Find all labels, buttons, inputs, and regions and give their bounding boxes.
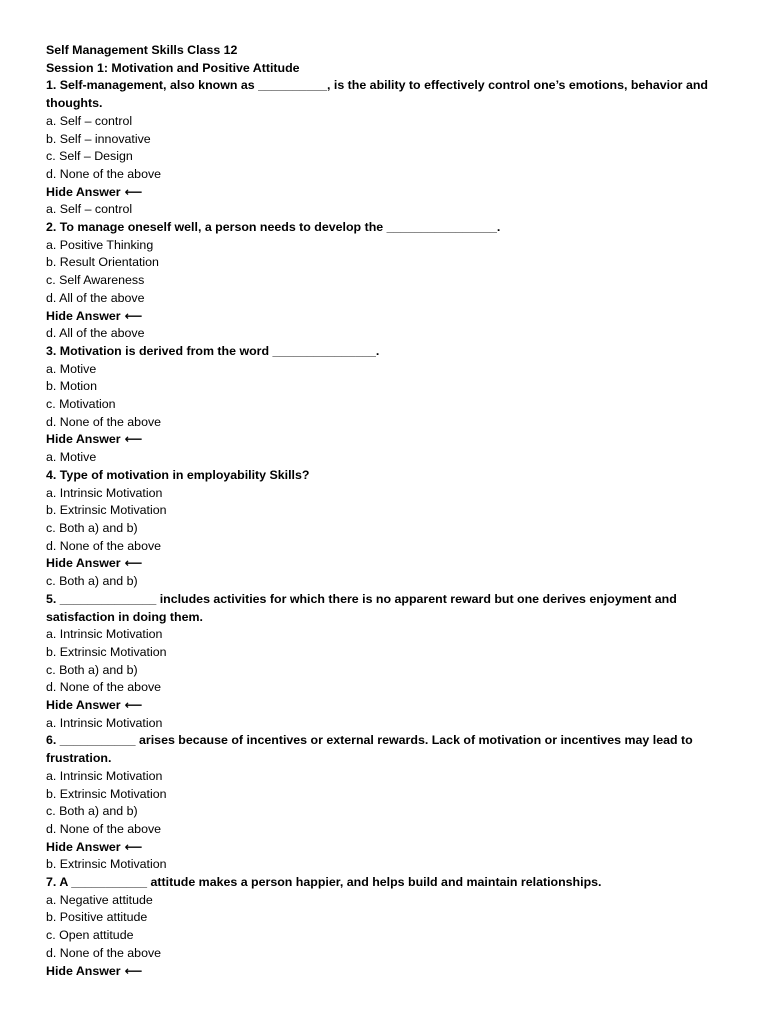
option-d: d. All of the above <box>46 290 145 305</box>
question-text: 2. To manage oneself well, a person needs to develop the ________________. <box>46 220 501 235</box>
question-text: 1. Self-management, also known as __________, is the ability to effectively control one’s emotions, behavior and thoughts. <box>46 78 708 111</box>
option-a: a. Self – control <box>46 113 133 128</box>
question-block-7 <box>46 874 726 980</box>
hide-answer-label: Hide Answer <box>46 556 121 571</box>
question-text: 6. ___________ arises because of incentives or external rewards. Lack of motivation or incentives may lead to frustration. <box>46 733 693 766</box>
question-block-5 <box>46 591 726 733</box>
option-b: b. Extrinsic Motivation <box>46 644 167 659</box>
option-d: d. None of the above <box>46 166 162 181</box>
option-a: a. Intrinsic Motivation <box>46 768 163 783</box>
hide-answer-toggle[interactable] <box>46 308 726 326</box>
option-b: b. Result Orientation <box>46 255 159 270</box>
question-block-6 <box>46 732 726 874</box>
left-arrow-icon: ⟵ <box>124 432 143 447</box>
question-block-1 <box>46 77 726 219</box>
hide-answer-toggle[interactable] <box>46 839 726 857</box>
option-d: d. None of the above <box>46 680 162 695</box>
question-block-3 <box>46 343 726 467</box>
question-text: 5. ______________ includes activities for which there is no apparent reward but one derives enjoyment and satisfaction in doing them. <box>46 591 677 624</box>
document-title: Self Management Skills Class 12 <box>46 43 238 57</box>
option-a: a. Positive Thinking <box>46 237 154 252</box>
option-d: d. None of the above <box>46 414 162 429</box>
hide-answer-label: Hide Answer <box>46 184 121 199</box>
option-c: c. Motivation <box>46 397 116 412</box>
answer-text: a. Motive <box>46 450 97 465</box>
option-b: b. Motion <box>46 379 97 394</box>
answer-text: d. All of the above <box>46 326 145 341</box>
option-d: d. None of the above <box>46 821 162 836</box>
option-c: c. Both a) and b) <box>46 662 138 677</box>
option-a: a. Negative attitude <box>46 892 153 907</box>
hide-answer-toggle[interactable] <box>46 184 726 202</box>
option-a: a. Intrinsic Motivation <box>46 627 163 642</box>
session-heading: Session 1: Motivation and Positive Attitude <box>46 60 300 75</box>
question-text: 7. A ___________ attitude makes a person happier, and helps build and maintain relationships. <box>46 875 602 890</box>
option-c: c. Both a) and b) <box>46 804 138 819</box>
hide-answer-toggle[interactable] <box>46 431 726 449</box>
option-c: c. Self – Design <box>46 149 133 164</box>
hide-answer-toggle[interactable] <box>46 697 726 715</box>
left-arrow-icon: ⟵ <box>124 308 143 323</box>
left-arrow-icon: ⟵ <box>124 839 143 854</box>
left-arrow-icon: ⟵ <box>124 184 143 199</box>
option-d: d. None of the above <box>46 538 162 553</box>
hide-answer-label: Hide Answer <box>46 432 121 447</box>
option-b: b. Self – innovative <box>46 131 151 146</box>
option-a: a. Motive <box>46 361 97 376</box>
question-block-4 <box>46 467 726 591</box>
left-arrow-icon: ⟵ <box>124 698 143 713</box>
hide-answer-toggle[interactable] <box>46 963 726 981</box>
question-text: 4. Type of motivation in employability Skills? <box>46 467 310 482</box>
option-b: b. Positive attitude <box>46 910 148 925</box>
answer-text: a. Self – control <box>46 202 133 217</box>
hide-answer-label: Hide Answer <box>46 308 121 323</box>
option-c: c. Both a) and b) <box>46 520 138 535</box>
option-b: b. Extrinsic Motivation <box>46 786 167 801</box>
option-d: d. None of the above <box>46 945 162 960</box>
option-c: c. Open attitude <box>46 928 134 943</box>
hide-answer-label: Hide Answer <box>46 698 121 713</box>
answer-text: a. Intrinsic Motivation <box>46 715 163 730</box>
document-page <box>46 42 726 980</box>
answer-text: b. Extrinsic Motivation <box>46 857 167 872</box>
left-arrow-icon: ⟵ <box>124 963 143 978</box>
option-b: b. Extrinsic Motivation <box>46 503 167 518</box>
hide-answer-label: Hide Answer <box>46 963 121 978</box>
question-text: 3. Motivation is derived from the word _______________. <box>46 343 380 358</box>
option-a: a. Intrinsic Motivation <box>46 485 163 500</box>
option-c: c. Self Awareness <box>46 273 145 288</box>
left-arrow-icon: ⟵ <box>124 556 143 571</box>
hide-answer-label: Hide Answer <box>46 839 121 854</box>
answer-text: c. Both a) and b) <box>46 574 138 589</box>
question-block-2 <box>46 219 726 343</box>
hide-answer-toggle[interactable] <box>46 555 726 573</box>
